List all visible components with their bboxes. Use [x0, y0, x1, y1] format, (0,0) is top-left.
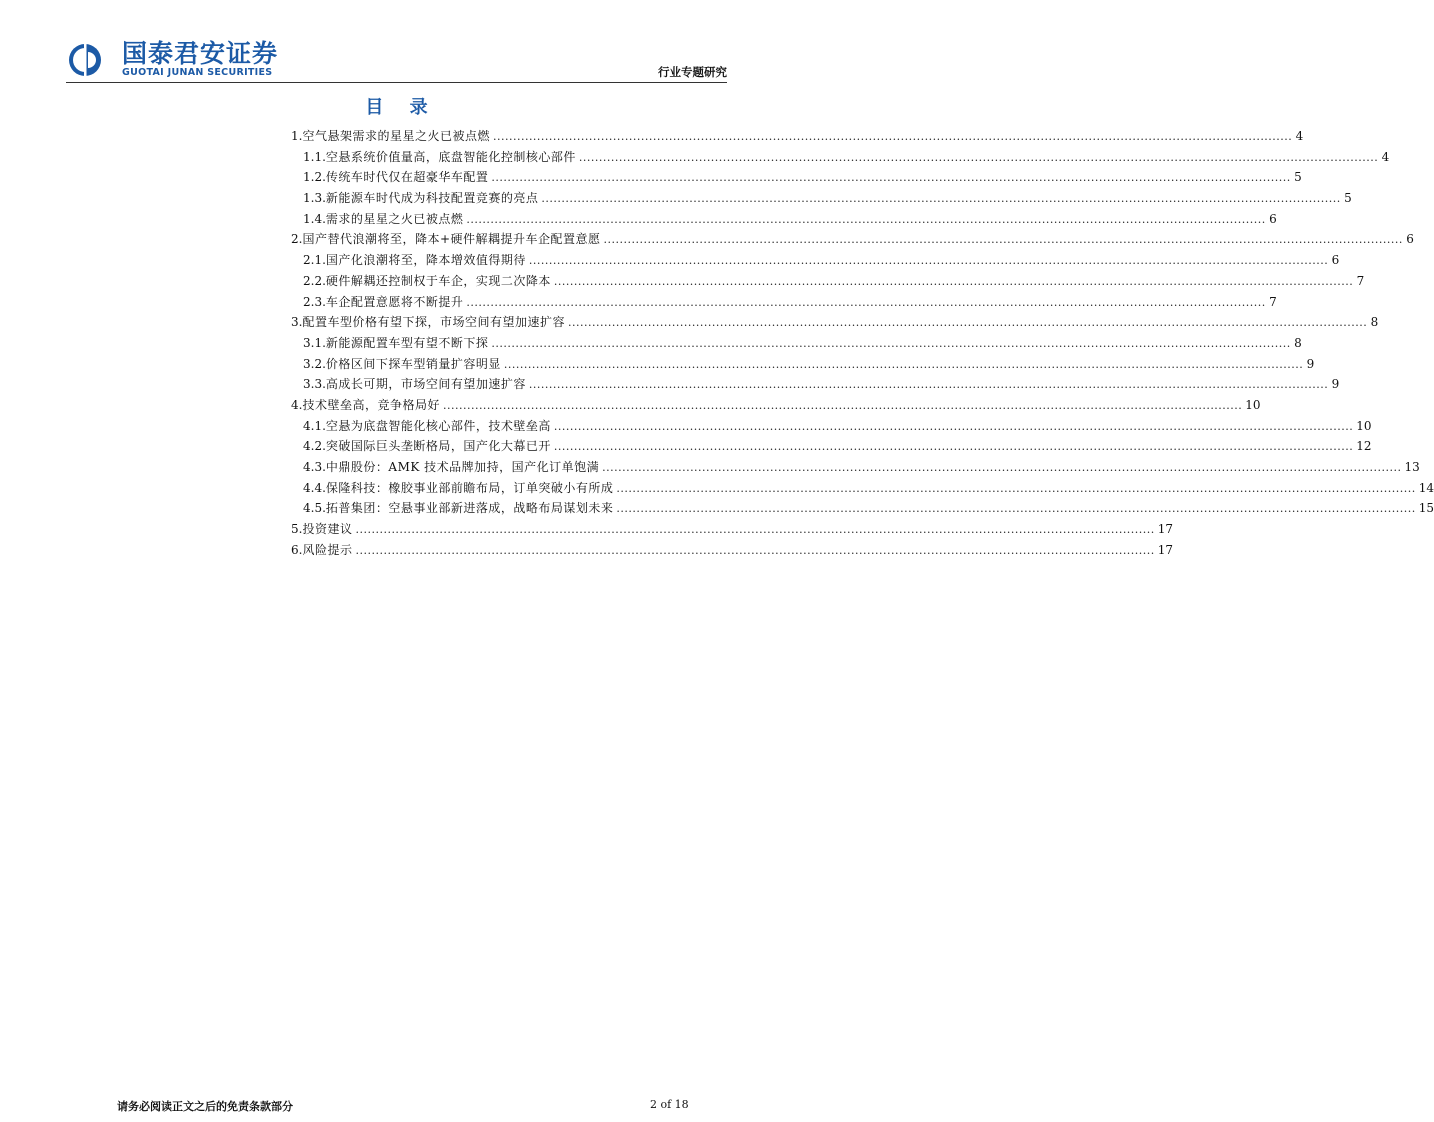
toc-title: 目 录	[365, 97, 438, 118]
toc-entry-number: 3.1.	[303, 335, 326, 350]
toc-entry-title: 车企配置意愿将不断提升	[325, 294, 464, 309]
toc-entry-number: 3.	[291, 315, 303, 330]
toc-dot-leader: ........................................................................................................................................................................................................	[355, 543, 1155, 557]
page-header	[0, 0, 793, 90]
company-name-en: GUOTAI JUNAN SECURITIES	[122, 67, 273, 78]
disclaimer-note: 请务必阅读正文之后的免责条款部分	[117, 1100, 293, 1113]
toc-dot-leader: ........................................................................................................................................................................................................	[491, 171, 1291, 185]
toc-entry-page: 10	[1356, 418, 1372, 433]
toc-dot-leader: ........................................................................................................................................................................................................	[528, 254, 1329, 268]
toc-dot-leader: ........................................................................................................................................................................................................	[567, 316, 1368, 330]
toc-entry-title: 空气悬架需求的星星之火已被点燃	[302, 129, 490, 143]
toc-entry-number: 4.3.	[303, 460, 326, 474]
header-divider	[66, 82, 727, 83]
toc-subsection-entry[interactable]	[291, 188, 1352, 209]
toc-entry-page: 4	[1295, 129, 1304, 143]
table-of-contents	[291, 126, 1434, 560]
toc-dot-leader: ........................................................................................................................................................................................................	[492, 130, 1293, 143]
toc-subsection-entry[interactable]	[291, 457, 1420, 478]
toc-section-entry[interactable]	[291, 395, 1261, 416]
toc-section-entry[interactable]	[291, 229, 1414, 250]
toc-entry-number: 4.1.	[303, 418, 326, 433]
toc-entry-number: 1.4.	[303, 211, 326, 226]
toc-entry-page: 9	[1306, 356, 1315, 371]
toc-entry-number: 3.3.	[303, 377, 326, 392]
toc-dot-leader: ........................................................................................................................................................................................................	[466, 212, 1266, 226]
page-indicator: 2 of 18	[650, 1098, 689, 1111]
toc-section-entry[interactable]	[291, 312, 1379, 333]
toc-dot-leader: ........................................................................................................................................................................................................	[355, 523, 1155, 537]
toc-subsection-entry[interactable]	[291, 498, 1434, 519]
guotai-junan-logo-icon	[68, 43, 102, 77]
toc-entry-page: 8	[1294, 335, 1302, 350]
toc-entry-title: 价格区间下探车型销量扩容明显	[325, 356, 501, 371]
toc-entry-page: 13	[1404, 460, 1420, 474]
toc-entry-number: 4.4.	[303, 480, 326, 495]
toc-entry-page: 17	[1157, 522, 1174, 537]
toc-entry-title: 空悬系统价值量高，底盘智能化控制核心部件	[325, 149, 576, 164]
toc-dot-leader: ........................................................................................................................................................................................................	[616, 502, 1416, 516]
toc-dot-leader: ........................................................................................................................................................................................................	[553, 274, 1354, 288]
toc-entry-page: 12	[1356, 439, 1372, 454]
toc-dot-leader: ........................................................................................................................................................................................................	[553, 419, 1354, 433]
toc-entry-page: 6	[1269, 211, 1277, 226]
toc-dot-leader: ........................................................................................................................................................................................................	[602, 461, 1402, 474]
toc-dot-leader: ........................................................................................................................................................................................................	[528, 378, 1329, 392]
toc-dot-leader: ........................................................................................................................................................................................................	[503, 357, 1304, 371]
toc-entry-title: 投资建议	[302, 522, 353, 537]
toc-subsection-entry[interactable]	[291, 374, 1340, 395]
toc-dot-leader: ........................................................................................................................................................................................................	[442, 398, 1243, 412]
toc-entry-page: 6	[1406, 232, 1414, 247]
toc-entry-page: 14	[1418, 480, 1434, 495]
toc-entry-number: 2.2.	[303, 273, 326, 288]
toc-entry-number: 4.5.	[303, 501, 326, 516]
toc-entry-number: 4.2.	[303, 439, 326, 454]
toc-dot-leader: ........................................................................................................................................................................................................	[541, 192, 1341, 206]
toc-entry-number: 2.3.	[303, 294, 326, 309]
toc-subsection-entry[interactable]	[291, 478, 1434, 499]
toc-entry-number: 6.	[291, 542, 303, 557]
toc-subsection-entry[interactable]	[291, 292, 1277, 313]
toc-entry-page: 7	[1356, 273, 1365, 288]
toc-entry-page: 4	[1381, 149, 1390, 164]
toc-dot-leader: ........................................................................................................................................................................................................	[553, 440, 1354, 454]
toc-subsection-entry[interactable]	[291, 416, 1372, 437]
report-type-label: 行业专题研究	[658, 65, 727, 79]
toc-entry-page: 8	[1370, 315, 1379, 330]
toc-section-entry[interactable]	[291, 540, 1174, 561]
toc-entry-number: 1.3.	[303, 191, 326, 206]
toc-entry-page: 10	[1245, 397, 1261, 412]
toc-dot-leader: ........................................................................................................................................................................................................	[616, 481, 1416, 495]
company-name-cn: 国泰君安证券	[122, 39, 279, 68]
toc-entry-title: 高成长可期，市场空间有望加速扩容	[325, 377, 526, 392]
toc-entry-title: 国产替代浪潮将至，降本+硬件解耦提升车企配置意愿	[302, 232, 601, 247]
toc-entry-number: 2.1.	[303, 253, 326, 268]
toc-entry-number: 3.2.	[303, 356, 326, 371]
toc-dot-leader: ........................................................................................................................................................................................................	[466, 295, 1266, 309]
toc-entry-title: 空悬为底盘智能化核心部件，技术壁垒高	[325, 418, 551, 433]
toc-dot-leader: ........................................................................................................................................................................................................	[578, 150, 1379, 164]
toc-dot-leader: ........................................................................................................................................................................................................	[603, 233, 1403, 247]
toc-entry-title: 拓普集团：空悬事业部新进落成，战略布局谋划未来	[325, 501, 614, 516]
toc-entry-page: 5	[1294, 170, 1302, 185]
toc-subsection-entry[interactable]	[291, 209, 1277, 230]
toc-entry-title: 配置车型价格有望下探，市场空间有望加速扩容	[302, 315, 565, 330]
toc-entry-number: 2.	[291, 232, 303, 247]
toc-entry-number: 5.	[291, 522, 303, 537]
toc-subsection-entry[interactable]	[291, 167, 1302, 188]
toc-entry-title: 国产化浪潮将至，降本增效值得期待	[325, 253, 526, 268]
toc-entry-page: 17	[1157, 542, 1174, 557]
toc-entry-title: 硬件解耦还控制权于车企，实现二次降本	[325, 273, 551, 288]
toc-entry-title: 需求的星星之火已被点燃	[325, 211, 464, 226]
toc-section-entry[interactable]	[291, 126, 1304, 147]
toc-entry-page: 9	[1331, 377, 1340, 392]
toc-entry-title: 新能源配置车型有望不断下探	[325, 335, 489, 350]
toc-entry-title: 中鼎股份：AMK 技术品牌加持，国产化订单饱满	[325, 460, 600, 474]
toc-entry-number: 1.	[291, 129, 303, 143]
toc-section-entry[interactable]	[291, 519, 1174, 540]
toc-entry-page: 5	[1344, 191, 1352, 206]
toc-subsection-entry[interactable]	[291, 271, 1365, 292]
toc-entry-title: 保隆科技：橡胶事业部前瞻布局，订单突破小有所成	[325, 480, 614, 495]
toc-subsection-entry[interactable]	[291, 333, 1302, 354]
toc-entry-number: 4.	[291, 397, 303, 412]
toc-entry-title: 传统车时代仅在超豪华车配置	[325, 170, 489, 185]
toc-entry-number: 1.1.	[303, 149, 326, 164]
toc-entry-page: 15	[1418, 501, 1434, 516]
toc-entry-title: 新能源车时代成为科技配置竞赛的亮点	[325, 191, 539, 206]
toc-subsection-entry[interactable]	[291, 354, 1315, 375]
toc-subsection-entry[interactable]	[291, 436, 1372, 457]
toc-entry-title: 突破国际巨头垄断格局，国产化大幕已开	[325, 439, 551, 454]
toc-entry-number: 1.2.	[303, 170, 326, 185]
toc-subsection-entry[interactable]	[291, 147, 1390, 168]
toc-entry-page: 6	[1331, 253, 1340, 268]
toc-subsection-entry[interactable]	[291, 250, 1340, 271]
toc-dot-leader: ........................................................................................................................................................................................................	[491, 336, 1291, 350]
toc-entry-title: 风险提示	[302, 542, 353, 557]
toc-entry-page: 7	[1269, 294, 1277, 309]
toc-entry-title: 技术壁垒高，竞争格局好	[302, 397, 440, 412]
